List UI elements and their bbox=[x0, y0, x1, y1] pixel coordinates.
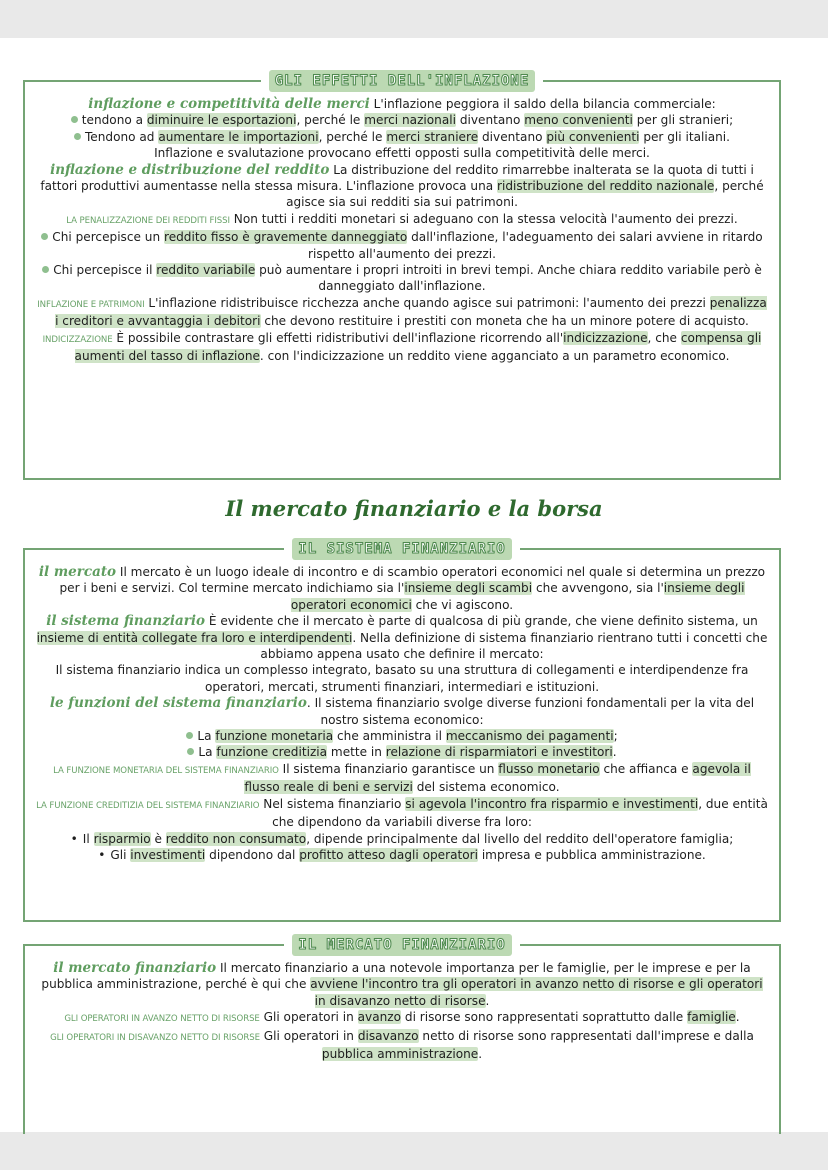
bullet-dot-icon bbox=[41, 233, 48, 240]
paragraph: Inflazione e svalutazione provocano effetti opposti sulla competitività delle merci. bbox=[154, 146, 650, 161]
box-content bbox=[25, 550, 779, 869]
keyword: le funzioni del sistema finanziario bbox=[49, 695, 307, 712]
box-title bbox=[25, 537, 779, 559]
bullet-dot-icon bbox=[186, 732, 193, 739]
small-label: INFLAZIONE E PATRIMONI bbox=[37, 299, 145, 310]
bullet-icon: • bbox=[70, 831, 78, 846]
small-label: LA PENALIZZAZIONE DEI REDDITI FISSI bbox=[66, 215, 230, 226]
box-title-text: IL MERCATO FINANZIARIO bbox=[292, 934, 511, 956]
bullet-item: La funzione creditizia mette in relazione di risparmiatori e investitori. bbox=[35, 744, 769, 760]
paragraph: il mercato Il mercato è un luogo ideale di incontro e di scambio operatori economici nel quale si determina un prezzo per i beni e servizi. Col termine mercato indichiamo sia l'insieme degli scambi che avvengono, sia l'insieme degli operatori economici che vi agiscono. bbox=[38, 564, 766, 612]
paragraph: LA FUNZIONE MONETARIA DEL SISTEMA FINANZIARIO Il sistema finanziario garantisce un flusso monetario che affianca e agevola il flusso reale di beni e servizi del sistema economico. bbox=[53, 761, 751, 795]
bullet-item: • Il risparmio è reddito non consumato, dipende principalmente dal livello del reddito dell'operatore famiglia; bbox=[70, 831, 734, 846]
bullet-dot-icon bbox=[42, 266, 49, 273]
bullet-icon: • bbox=[98, 847, 106, 862]
bullet-item: tendono a diminuire le esportazioni, perché le merci nazionali diventano meno convenienti per gli stranieri; bbox=[35, 112, 769, 128]
paragraph: INDICIZZAZIONE È possibile contrastare gli effetti ridistributivi dell'inflazione ricorrendo all'indicizzazione, che compensa gli aumenti del tasso di inflazione. con l'indicizzazione un reddito viene agganciato a un parametro economico. bbox=[42, 330, 762, 364]
bullet-item: Chi percepisce il reddito variabile può aumentare i propri introiti in brevi tempi. Anche chiara reddito variabile però è danneggiato dall'inflazione. bbox=[35, 262, 769, 295]
paragraph: Il sistema finanziario indica un complesso integrato, basato su una struttura di collegamenti e interdipendenze fra operatori, mercati, strumenti finanziari, intermediari e istituzioni. bbox=[55, 663, 749, 694]
keyword: inflazione e competitività delle merci bbox=[88, 96, 370, 112]
box-title-text: IL SISTEMA FINANZIARIO bbox=[292, 538, 511, 560]
section-heading: Il mercato finanziario e la borsa bbox=[225, 496, 603, 521]
keyword: il mercato finanziario bbox=[53, 960, 217, 976]
box-title-text: GLI EFFETTI DELL'INFLAZIONE bbox=[269, 70, 536, 92]
paragraph: inflazione e distribuzione del reddito La distribuzione del reddito rimarrebbe inalterata se la quota di tutti i fattori produttivi aumentasse nella stessa misura. L'inflazione provoca una ridistribuzione del reddito nazionale, perché agisce sia sui redditi sia sui patrimoni. bbox=[40, 161, 764, 210]
paragraph: INFLAZIONE E PATRIMONI L'inflazione ridistribuisce ricchezza anche quando agisce sui patrimoni: l'aumento dei prezzi penalizza i creditori e avvantaggia i debitori che devono restituire i prestiti con moneta che ha un minore potere di acquisto. bbox=[37, 295, 767, 329]
bullet-dot-icon bbox=[74, 133, 81, 140]
small-label: INDICIZZAZIONE bbox=[42, 334, 113, 345]
box-title bbox=[25, 69, 779, 91]
small-label: LA FUNZIONE CREDITIZIA DEL SISTEMA FINANZIARIO bbox=[36, 800, 260, 811]
bullet-dot-icon bbox=[71, 116, 78, 123]
box-effetti-inflazione bbox=[23, 73, 781, 480]
bullet-item: Tendono ad aumentare le importazioni, perché le merci straniere diventano più convenienti per gli italiani. bbox=[35, 129, 769, 145]
small-label: GLI OPERATORI IN DISAVANZO NETTO DI RISORSE bbox=[50, 1032, 260, 1043]
keyword: il mercato bbox=[38, 564, 117, 580]
bullet-item: • Gli investimenti dipendono dal profitto atteso dagli operatori impresa e pubblica amministrazione. bbox=[98, 847, 706, 862]
bullet-item: La funzione monetaria che amministra il meccanismo dei pagamenti; bbox=[35, 728, 769, 744]
paragraph: GLI OPERATORI IN AVANZO NETTO DI RISORSE Gli operatori in avanzo di risorse sono rappresentati soprattutto dalle famiglie. bbox=[64, 1010, 740, 1025]
box-content bbox=[25, 946, 779, 1068]
bullet-dot-icon bbox=[187, 748, 194, 755]
box-title bbox=[25, 933, 779, 955]
bullet-item: Chi percepisce un reddito fisso è gravemente danneggiato dall'inflazione, l'adeguamento dei salari avviene in ritardo rispetto all'aumento dei prezzi. bbox=[35, 229, 769, 262]
paragraph: le funzioni del sistema finanziario. Il sistema finanziario svolge diverse funzioni fondamentali per la vita del nostro sistema economico: bbox=[49, 695, 755, 727]
paragraph: LA FUNZIONE CREDITIZIA DEL SISTEMA FINANZIARIO Nel sistema finanziario si agevola l'incontro fra risparmio e investimenti, due entità che dipendono da variabili diverse fra loro: bbox=[36, 796, 768, 830]
small-label: GLI OPERATORI IN AVANZO NETTO DI RISORSE bbox=[64, 1014, 260, 1025]
box-content bbox=[25, 82, 779, 371]
paragraph: il mercato finanziario Il mercato finanziario a una notevole importanza per le famiglie, per le imprese e per la pubblica amministrazione, perché è qui che avviene l'incontro tra gli operatori in avanzo netto di risorse e gli operatori in disavanzo netto di risorse. bbox=[41, 960, 763, 1008]
box-sistema-finanziario bbox=[23, 541, 781, 922]
paragraph: il sistema finanziario È evidente che il mercato è parte di qualcosa di più grande, che viene definito sistema, un insieme di entità collegate fra loro e interdipendenti. Nella definizione di sistema finanziario rientrano tutti i concetti che abbiamo appena usato che definire il mercato: bbox=[36, 613, 768, 662]
keyword: inflazione e distribuzione del reddito bbox=[50, 161, 330, 178]
box-mercato-finanziario bbox=[23, 937, 781, 1134]
paragraph: inflazione e competitività delle merci L'inflazione peggiora il saldo della bilancia commerciale: bbox=[88, 96, 716, 112]
keyword: il sistema finanziario bbox=[46, 613, 206, 630]
paragraph: LA PENALIZZAZIONE DEI REDDITI FISSI Non tutti i redditi monetari si adeguano con la stessa velocità l'aumento dei prezzi. bbox=[66, 211, 738, 226]
paragraph: GLI OPERATORI IN DISAVANZO NETTO DI RISORSE Gli operatori in disavanzo netto di risorse sono rappresentati dall'imprese e dalla pubblica amministrazione. bbox=[50, 1028, 754, 1062]
small-label: LA FUNZIONE MONETARIA DEL SISTEMA FINANZIARIO bbox=[53, 765, 279, 776]
document-page bbox=[0, 38, 828, 1132]
